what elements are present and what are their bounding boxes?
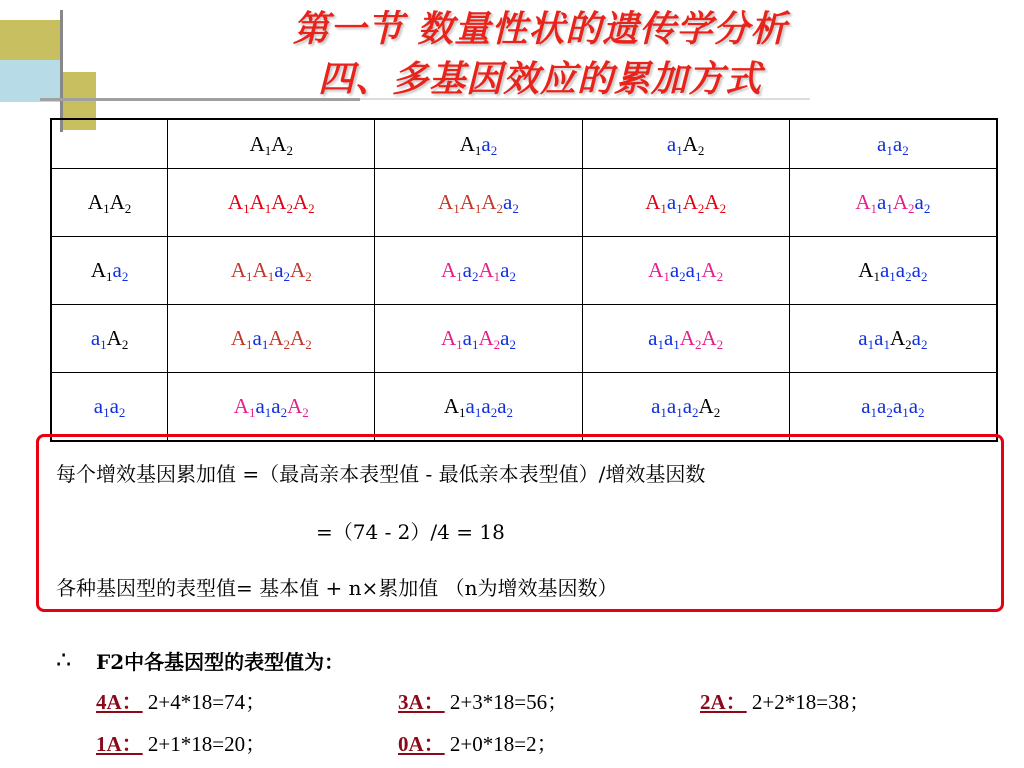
allele-subscript: 2 xyxy=(308,201,315,216)
allele: $A_1$ xyxy=(233,394,256,420)
allele: $a_2$ xyxy=(892,131,909,158)
allele-subscript: 2 xyxy=(692,405,699,420)
allele-subscript: 2 xyxy=(920,269,928,284)
allele-subscript: 2 xyxy=(302,405,309,420)
allele: $a_2$ xyxy=(274,258,291,284)
allele-subscript: 1 xyxy=(886,142,893,158)
result-label: 3A： xyxy=(398,690,445,714)
allele: $A_1$ xyxy=(438,190,460,216)
allele: $A_2$ xyxy=(892,190,915,216)
allele: $A_2$ xyxy=(290,326,312,352)
allele: $a_1$ xyxy=(861,394,878,420)
allele: $a_1$ xyxy=(93,394,110,420)
allele: $A_2$ xyxy=(701,258,724,284)
allele-subscript: 1 xyxy=(870,405,878,420)
allele-subscript: 2 xyxy=(908,201,915,216)
allele: $a_1$ xyxy=(666,190,683,216)
allele: $a_2$ xyxy=(877,394,893,420)
table-cell xyxy=(582,237,789,305)
allele: $a_2$ xyxy=(271,394,288,420)
allele: $A_1$ xyxy=(459,190,482,216)
allele-subscript: 1 xyxy=(873,269,880,284)
allele: $a_2$ xyxy=(914,190,931,216)
allele: $A_1$ xyxy=(855,190,878,216)
allele-subscript: 1 xyxy=(676,405,683,420)
allele: $a_1$ xyxy=(858,326,875,352)
allele-subscript: 1 xyxy=(261,337,269,352)
allele: $A_1$ xyxy=(478,258,501,284)
allele-subscript: 1 xyxy=(103,405,110,420)
allele-subscript: 1 xyxy=(103,201,110,216)
allele-subscript: 1 xyxy=(867,337,875,352)
allele-subscript: 2 xyxy=(512,201,519,216)
allele-subscript: 1 xyxy=(660,201,667,216)
allele-subscript: 2 xyxy=(283,269,291,284)
allele-subscript: 1 xyxy=(246,269,253,284)
allele: $a_2$ xyxy=(682,394,699,420)
allele-subscript: 2 xyxy=(509,269,516,284)
table-cell xyxy=(375,237,582,305)
table-row xyxy=(51,169,997,237)
allele: $a_2$ xyxy=(669,258,686,284)
table-cell xyxy=(168,169,375,237)
allele-subscript: 2 xyxy=(305,337,312,352)
allele-subscript: 2 xyxy=(902,142,909,158)
allele: $a_1$ xyxy=(651,394,667,420)
allele: $A_1$ xyxy=(90,258,113,284)
result-3a xyxy=(398,686,568,716)
result-value: 2+1*18=20； xyxy=(147,732,267,756)
allele: $A_1$ xyxy=(249,131,272,158)
result-value: 2+4*18=74； xyxy=(147,690,267,714)
allele-subscript: 2 xyxy=(905,269,912,284)
table-cell xyxy=(582,305,789,373)
table-cell xyxy=(789,373,997,442)
allele-subscript: 2 xyxy=(918,405,925,420)
genotype-table xyxy=(50,118,998,442)
allele-subscript: 2 xyxy=(124,201,132,216)
allele-subscript: 1 xyxy=(248,405,256,420)
allele: $A_2$ xyxy=(268,326,291,352)
allele-subscript: 1 xyxy=(100,337,107,352)
allele: $a_1$ xyxy=(255,394,272,420)
allele-subscript: 2 xyxy=(509,337,516,352)
allele-subscript: 2 xyxy=(490,405,498,420)
allele: $A_2$ xyxy=(682,190,705,216)
allele-subscript: 1 xyxy=(474,142,482,158)
allele: $a_2$ xyxy=(500,326,516,352)
allele: $a_2$ xyxy=(908,394,925,420)
table-row xyxy=(51,305,997,373)
allele: $A_1$ xyxy=(230,326,253,352)
table-row-header xyxy=(51,305,168,373)
formula-line-2: =（74 - 2）/4 = 18 xyxy=(316,520,505,544)
allele-subscript: 1 xyxy=(264,142,272,158)
allele: $a_1$ xyxy=(648,326,664,352)
allele: $A_2$ xyxy=(701,326,724,352)
allele: $A_2$ xyxy=(704,190,727,216)
result-label: 1A： xyxy=(96,732,143,756)
allele: $a_1$ xyxy=(879,258,896,284)
allele-subscript: 1 xyxy=(694,269,702,284)
result-1a xyxy=(96,728,266,758)
allele-subscript: 1 xyxy=(676,142,683,158)
allele-subscript: 1 xyxy=(264,201,272,216)
table-corner-cell xyxy=(51,119,168,169)
allele: $a_1$ xyxy=(666,131,683,158)
table-col-header xyxy=(168,119,375,169)
allele: $A_1$ xyxy=(249,190,272,216)
slide-title-line2: 四、多基因效应的累加方式 xyxy=(317,59,762,100)
allele-subscript: 1 xyxy=(267,269,275,284)
allele-subscript: 2 xyxy=(305,269,312,284)
allele-subscript: 2 xyxy=(679,269,686,284)
slide-title-line1: 第一节 数量性状的遗传学分析 xyxy=(292,9,788,50)
allele-subscript: 2 xyxy=(716,337,724,352)
allele-subscript: 1 xyxy=(902,405,909,420)
allele-subscript: 1 xyxy=(474,201,482,216)
allele-subscript: 2 xyxy=(923,201,931,216)
allele-subscript: 2 xyxy=(694,337,702,352)
allele-subscript: 1 xyxy=(889,269,896,284)
allele: $A_2$ xyxy=(889,326,912,352)
allele-subscript: 2 xyxy=(121,337,129,352)
allele-subscript: 1 xyxy=(676,201,683,216)
allele-subscript: 2 xyxy=(118,405,126,420)
allele-subscript: 2 xyxy=(493,337,501,352)
allele: $a_2$ xyxy=(503,190,519,216)
result-0a xyxy=(398,728,558,758)
allele: $A_1$ xyxy=(645,190,667,216)
allele-subscript: 1 xyxy=(663,269,670,284)
allele: $A_1$ xyxy=(252,258,275,284)
allele-subscript: 2 xyxy=(506,405,514,420)
allele-subscript: 2 xyxy=(283,337,291,352)
formula-line-3: 各种基因型的表型值= 基本值 + n×累加值 （n为增效基因数） xyxy=(56,576,618,600)
allele: $a_1$ xyxy=(892,394,909,420)
allele: $A_2$ xyxy=(109,190,132,216)
allele: $A_1$ xyxy=(858,258,880,284)
allele: $A_1$ xyxy=(648,258,670,284)
allele: $A_2$ xyxy=(481,190,504,216)
allele: $a_1$ xyxy=(685,258,702,284)
result-value: 2+0*18=2； xyxy=(449,732,558,756)
allele-subscript: 1 xyxy=(456,337,463,352)
allele: $a_1$ xyxy=(666,394,683,420)
allele: $a_2$ xyxy=(112,258,129,284)
table-cell xyxy=(789,169,997,237)
allele: $a_2$ xyxy=(895,258,912,284)
allele: $A_1$ xyxy=(227,190,250,216)
table-cell xyxy=(375,373,582,442)
table-col-header xyxy=(582,119,789,169)
allele-subscript: 1 xyxy=(886,201,893,216)
allele-subscript: 1 xyxy=(459,405,466,420)
allele: $A_2$ xyxy=(271,190,293,216)
allele: $A_1$ xyxy=(440,326,463,352)
table-cell xyxy=(168,373,375,442)
allele: $a_1$ xyxy=(877,131,893,158)
table-row-header xyxy=(51,237,168,305)
allele: $a_1$ xyxy=(462,326,479,352)
therefore-symbol: ∴ xyxy=(56,648,72,674)
table-cell xyxy=(375,169,582,237)
table-cell xyxy=(582,169,789,237)
result-value: 2+3*18=56； xyxy=(449,690,569,714)
allele-subscript: 2 xyxy=(716,269,724,284)
table-cell xyxy=(168,237,375,305)
table-col-header xyxy=(375,119,582,169)
allele: $a_2$ xyxy=(911,326,928,352)
allele-subscript: 2 xyxy=(713,405,721,420)
result-label: 4A： xyxy=(96,690,143,714)
allele: $a_1$ xyxy=(90,326,107,352)
allele: $a_1$ xyxy=(465,394,482,420)
allele-subscript: 1 xyxy=(493,269,501,284)
allele-subscript: 2 xyxy=(496,201,504,216)
table-cell xyxy=(168,305,375,373)
table-cell xyxy=(789,305,997,373)
allele: $A_1$ xyxy=(440,258,463,284)
table-cell xyxy=(375,305,582,373)
table-col-header xyxy=(789,119,997,169)
allele: $a_1$ xyxy=(252,326,269,352)
deco-olive-square xyxy=(0,20,60,60)
allele-subscript: 1 xyxy=(264,405,272,420)
allele-subscript: 2 xyxy=(121,269,129,284)
allele-subscript: 1 xyxy=(673,337,680,352)
allele: $a_1$ xyxy=(877,190,893,216)
table-row xyxy=(51,373,997,442)
allele: $A_1$ xyxy=(230,258,253,284)
allele-subscript: 1 xyxy=(870,201,878,216)
allele-subscript: 1 xyxy=(883,337,890,352)
allele-subscript: 2 xyxy=(286,201,293,216)
formula-line-1: 每个增效基因累加值 =（最高亲本表型值 - 最低亲本表型值）/增效基因数 xyxy=(56,462,706,486)
table-cell xyxy=(789,237,997,305)
allele: $A_2$ xyxy=(682,131,705,158)
allele-subscript: 1 xyxy=(453,201,460,216)
allele: $a_2$ xyxy=(481,394,498,420)
allele-subscript: 2 xyxy=(905,337,912,352)
allele: $a_2$ xyxy=(911,258,928,284)
table-row-header xyxy=(51,169,168,237)
allele-subscript: 2 xyxy=(280,405,288,420)
allele-subscript: 1 xyxy=(246,337,253,352)
allele-subscript: 1 xyxy=(243,201,250,216)
allele-subscript: 2 xyxy=(886,405,893,420)
deco-vertical-line xyxy=(60,10,63,132)
allele: $A_2$ xyxy=(106,326,129,352)
allele-subscript: 1 xyxy=(657,337,664,352)
allele: $A_2$ xyxy=(292,190,315,216)
allele: $a_1$ xyxy=(874,326,890,352)
results-intro: F2中各基因型的表型值为： xyxy=(96,650,345,674)
allele: $a_2$ xyxy=(462,258,479,284)
allele-subscript: 2 xyxy=(697,201,705,216)
allele-subscript: 1 xyxy=(660,405,667,420)
allele: $A_1$ xyxy=(459,131,482,158)
allele: $A_2$ xyxy=(290,258,312,284)
table-row-header xyxy=(51,373,168,442)
allele: $A_2$ xyxy=(698,394,721,420)
deco-blue-square xyxy=(0,60,60,102)
allele: $a_2$ xyxy=(109,394,126,420)
allele-subscript: 2 xyxy=(471,269,479,284)
allele: $A_2$ xyxy=(478,326,501,352)
allele-subscript: 2 xyxy=(490,142,498,158)
allele-subscript: 2 xyxy=(697,142,705,158)
allele: $a_2$ xyxy=(497,394,514,420)
result-4a xyxy=(96,686,266,716)
allele: $A_2$ xyxy=(287,394,309,420)
allele-subscript: 1 xyxy=(106,269,113,284)
result-label: 0A： xyxy=(398,732,445,756)
allele: $A_1$ xyxy=(87,190,110,216)
allele: $a_2$ xyxy=(481,131,498,158)
allele-subscript: 1 xyxy=(456,269,463,284)
result-label: 2A： xyxy=(700,690,747,714)
allele: $A_2$ xyxy=(679,326,702,352)
result-value: 2+2*18=38； xyxy=(751,690,871,714)
allele-subscript: 2 xyxy=(286,142,293,158)
table-cell xyxy=(582,373,789,442)
allele-subscript: 2 xyxy=(920,337,928,352)
table-row xyxy=(51,237,997,305)
result-2a xyxy=(700,686,870,716)
allele: $A_2$ xyxy=(271,131,293,158)
allele-subscript: 1 xyxy=(471,337,479,352)
allele-subscript: 2 xyxy=(719,201,727,216)
allele-subscript: 1 xyxy=(474,405,482,420)
allele: $A_1$ xyxy=(443,394,466,420)
allele: $a_2$ xyxy=(500,258,516,284)
table-header-row xyxy=(51,119,997,169)
allele: $a_1$ xyxy=(663,326,680,352)
